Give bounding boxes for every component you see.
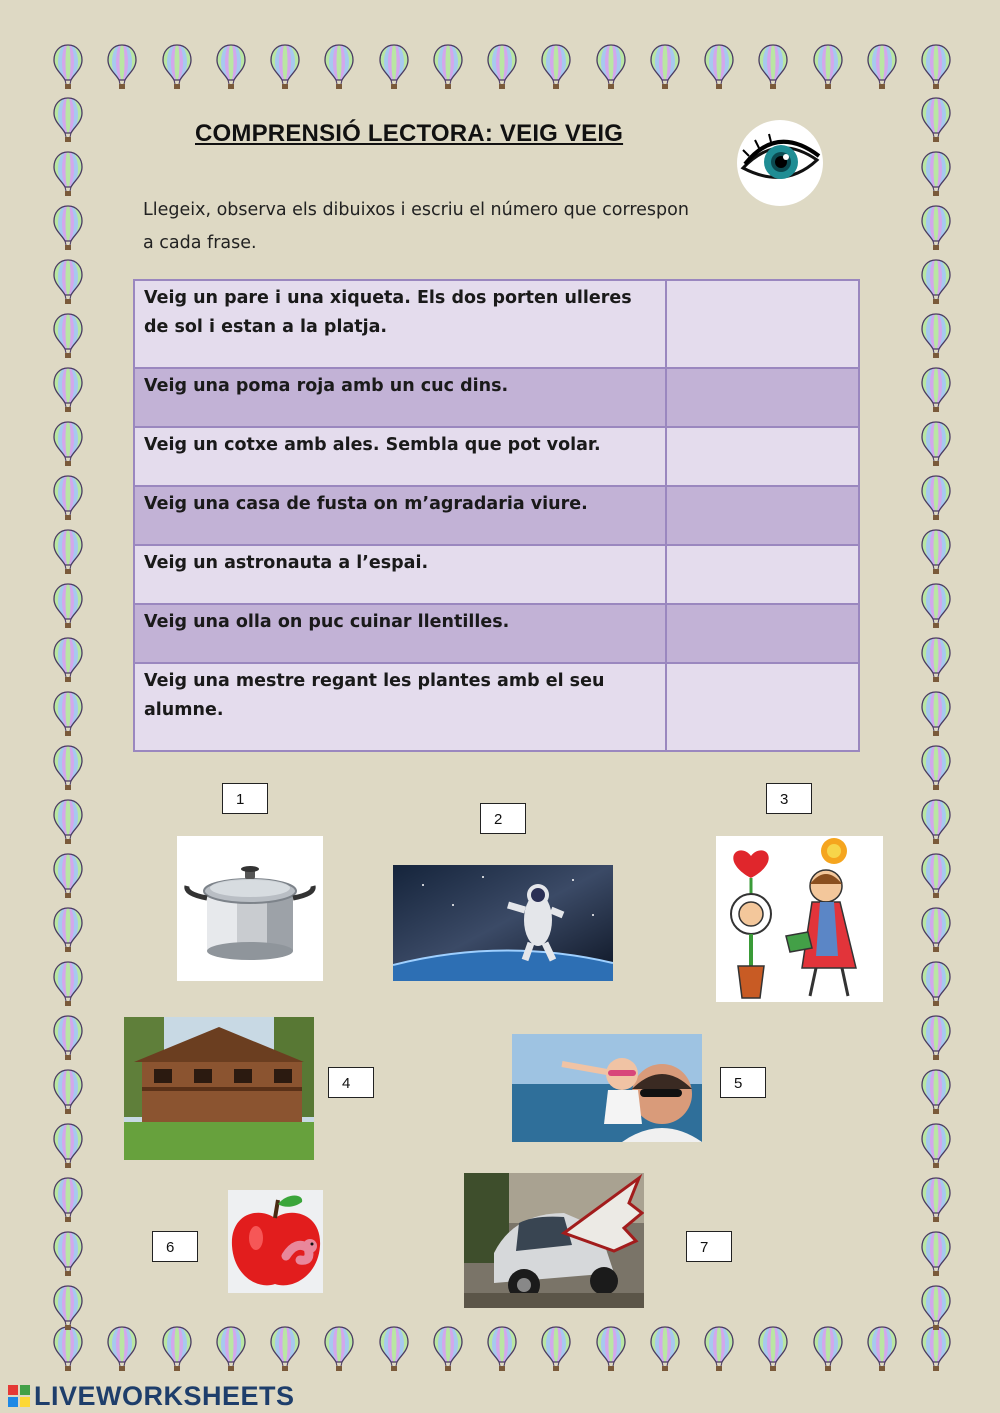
hot-air-balloon-icon [921, 1177, 951, 1223]
hot-air-balloon-icon [53, 1177, 83, 1223]
picture-number-label: 1 [222, 783, 268, 814]
table-row [134, 663, 859, 751]
hot-air-balloon-icon [921, 637, 951, 683]
answer-cell[interactable] [666, 604, 859, 663]
hot-air-balloon-icon [921, 259, 951, 305]
hot-air-balloon-icon [921, 853, 951, 899]
sentence-cell: Veig una olla on puc cuinar llentilles. [134, 604, 666, 663]
hot-air-balloon-icon [487, 1326, 517, 1372]
hot-air-balloon-icon [53, 1285, 83, 1331]
hot-air-balloon-icon [704, 1326, 734, 1372]
hot-air-balloon-icon [921, 313, 951, 359]
hot-air-balloon-icon [53, 1015, 83, 1061]
hot-air-balloon-icon [921, 205, 951, 251]
hot-air-balloon-icon [53, 97, 83, 143]
picture-number-label: 7 [686, 1231, 732, 1262]
hot-air-balloon-icon [162, 1326, 192, 1372]
footer-brand: LIVEWORKSHEETS [34, 1381, 295, 1411]
picture-number-label: 2 [480, 803, 526, 834]
hot-air-balloon-icon [921, 691, 951, 737]
picture-number-label: 5 [720, 1067, 766, 1098]
hot-air-balloon-icon [53, 1069, 83, 1115]
sentence-cell: Veig un pare i una xiqueta. Els dos porten ulleres de sol i estan a la platja. [134, 280, 666, 368]
hot-air-balloon-icon [107, 44, 137, 90]
hot-air-balloon-icon [107, 1326, 137, 1372]
hot-air-balloon-icon [758, 44, 788, 90]
answer-cell[interactable] [666, 280, 859, 368]
hot-air-balloon-icon [921, 1326, 951, 1372]
hot-air-balloon-icon [921, 151, 951, 197]
sentence-cell: Veig una mestre regant les plantes amb el seu alumne. [134, 663, 666, 751]
table-row [134, 545, 859, 604]
sentence-cell: Veig una casa de fusta on m’agradaria viure. [134, 486, 666, 545]
hot-air-balloon-icon [53, 475, 83, 521]
cooking-pot-image [177, 836, 323, 981]
hot-air-balloon-icon [379, 1326, 409, 1372]
hot-air-balloon-icon [921, 475, 951, 521]
hot-air-balloon-icon [921, 1285, 951, 1331]
answer-cell[interactable] [666, 486, 859, 545]
worksheet-title: COMPRENSIÓ LECTORA: VEIG VEIG [195, 120, 624, 147]
table-row [134, 368, 859, 427]
hot-air-balloon-icon [921, 583, 951, 629]
hot-air-balloon-icon [324, 1326, 354, 1372]
answer-cell[interactable] [666, 663, 859, 751]
hot-air-balloon-icon [487, 44, 517, 90]
winged-car-image [464, 1173, 644, 1308]
hot-air-balloon-icon [650, 1326, 680, 1372]
hot-air-balloon-icon [53, 637, 83, 683]
sentence-cell: Veig un astronauta a l’espai. [134, 545, 666, 604]
table-row [134, 427, 859, 486]
table-row [134, 604, 859, 663]
hot-air-balloon-icon [921, 799, 951, 845]
astronaut-image [393, 865, 613, 981]
hot-air-balloon-icon [813, 44, 843, 90]
answer-cell[interactable] [666, 545, 859, 604]
picture-number-label: 4 [328, 1067, 374, 1098]
hot-air-balloon-icon [704, 44, 734, 90]
hot-air-balloon-icon [324, 44, 354, 90]
hot-air-balloon-icon [596, 44, 626, 90]
hot-air-balloon-icon [921, 1015, 951, 1061]
instructions-text: Llegeix, observa els dibuixos i escriu el número que correspon a cada frase. [143, 200, 689, 253]
hot-air-balloon-icon [921, 1069, 951, 1115]
hot-air-balloon-icon [921, 529, 951, 575]
hot-air-balloon-icon [379, 44, 409, 90]
answer-cell[interactable] [666, 368, 859, 427]
hot-air-balloon-icon [433, 1326, 463, 1372]
hot-air-balloon-icon [921, 421, 951, 467]
hot-air-balloon-icon [867, 44, 897, 90]
hot-air-balloon-icon [216, 1326, 246, 1372]
hot-air-balloon-icon [921, 1231, 951, 1277]
liveworksheets-logo-icon [8, 1385, 30, 1407]
hot-air-balloon-icon [921, 367, 951, 413]
hot-air-balloon-icon [53, 799, 83, 845]
hot-air-balloon-icon [216, 44, 246, 90]
hot-air-balloon-icon [53, 691, 83, 737]
matching-table [133, 279, 860, 752]
hot-air-balloon-icon [53, 907, 83, 953]
hot-air-balloon-icon [867, 1326, 897, 1372]
hot-air-balloon-icon [433, 44, 463, 90]
hot-air-balloon-icon [921, 745, 951, 791]
hot-air-balloon-icon [921, 961, 951, 1007]
hot-air-balloon-icon [53, 583, 83, 629]
picture-number-label: 3 [766, 783, 812, 814]
hot-air-balloon-icon [541, 1326, 571, 1372]
hot-air-balloon-icon [921, 1123, 951, 1169]
hot-air-balloon-icon [53, 1123, 83, 1169]
hot-air-balloon-icon [53, 313, 83, 359]
teacher-watering-plant-image [716, 836, 883, 1002]
hot-air-balloon-icon [921, 907, 951, 953]
apple-worm-image [228, 1190, 323, 1293]
picture-number-label: 6 [152, 1231, 198, 1262]
hot-air-balloon-icon [53, 421, 83, 467]
hot-air-balloon-icon [541, 44, 571, 90]
hot-air-balloon-icon [270, 1326, 300, 1372]
hot-air-balloon-icon [53, 853, 83, 899]
hot-air-balloon-icon [921, 44, 951, 90]
answer-cell[interactable] [666, 427, 859, 486]
sentence-cell: Veig una poma roja amb un cuc dins. [134, 368, 666, 427]
wooden-house-image [124, 1017, 314, 1160]
hot-air-balloon-icon [53, 1231, 83, 1277]
hot-air-balloon-icon [53, 44, 83, 90]
hot-air-balloon-icon [162, 44, 192, 90]
hot-air-balloon-icon [53, 961, 83, 1007]
hot-air-balloon-icon [813, 1326, 843, 1372]
hot-air-balloon-icon [53, 259, 83, 305]
hot-air-balloon-icon [270, 44, 300, 90]
sentence-cell: Veig un cotxe amb ales. Sembla que pot volar. [134, 427, 666, 486]
hot-air-balloon-icon [53, 1326, 83, 1372]
father-daughter-beach-image [512, 1034, 702, 1142]
hot-air-balloon-icon [53, 745, 83, 791]
table-row [134, 486, 859, 545]
hot-air-balloon-icon [758, 1326, 788, 1372]
hot-air-balloon-icon [53, 529, 83, 575]
table-row [134, 280, 859, 368]
hot-air-balloon-icon [921, 97, 951, 143]
hot-air-balloon-icon [53, 367, 83, 413]
hot-air-balloon-icon [53, 151, 83, 197]
eye-icon [737, 120, 823, 206]
hot-air-balloon-icon [53, 205, 83, 251]
hot-air-balloon-icon [650, 44, 680, 90]
hot-air-balloon-icon [596, 1326, 626, 1372]
